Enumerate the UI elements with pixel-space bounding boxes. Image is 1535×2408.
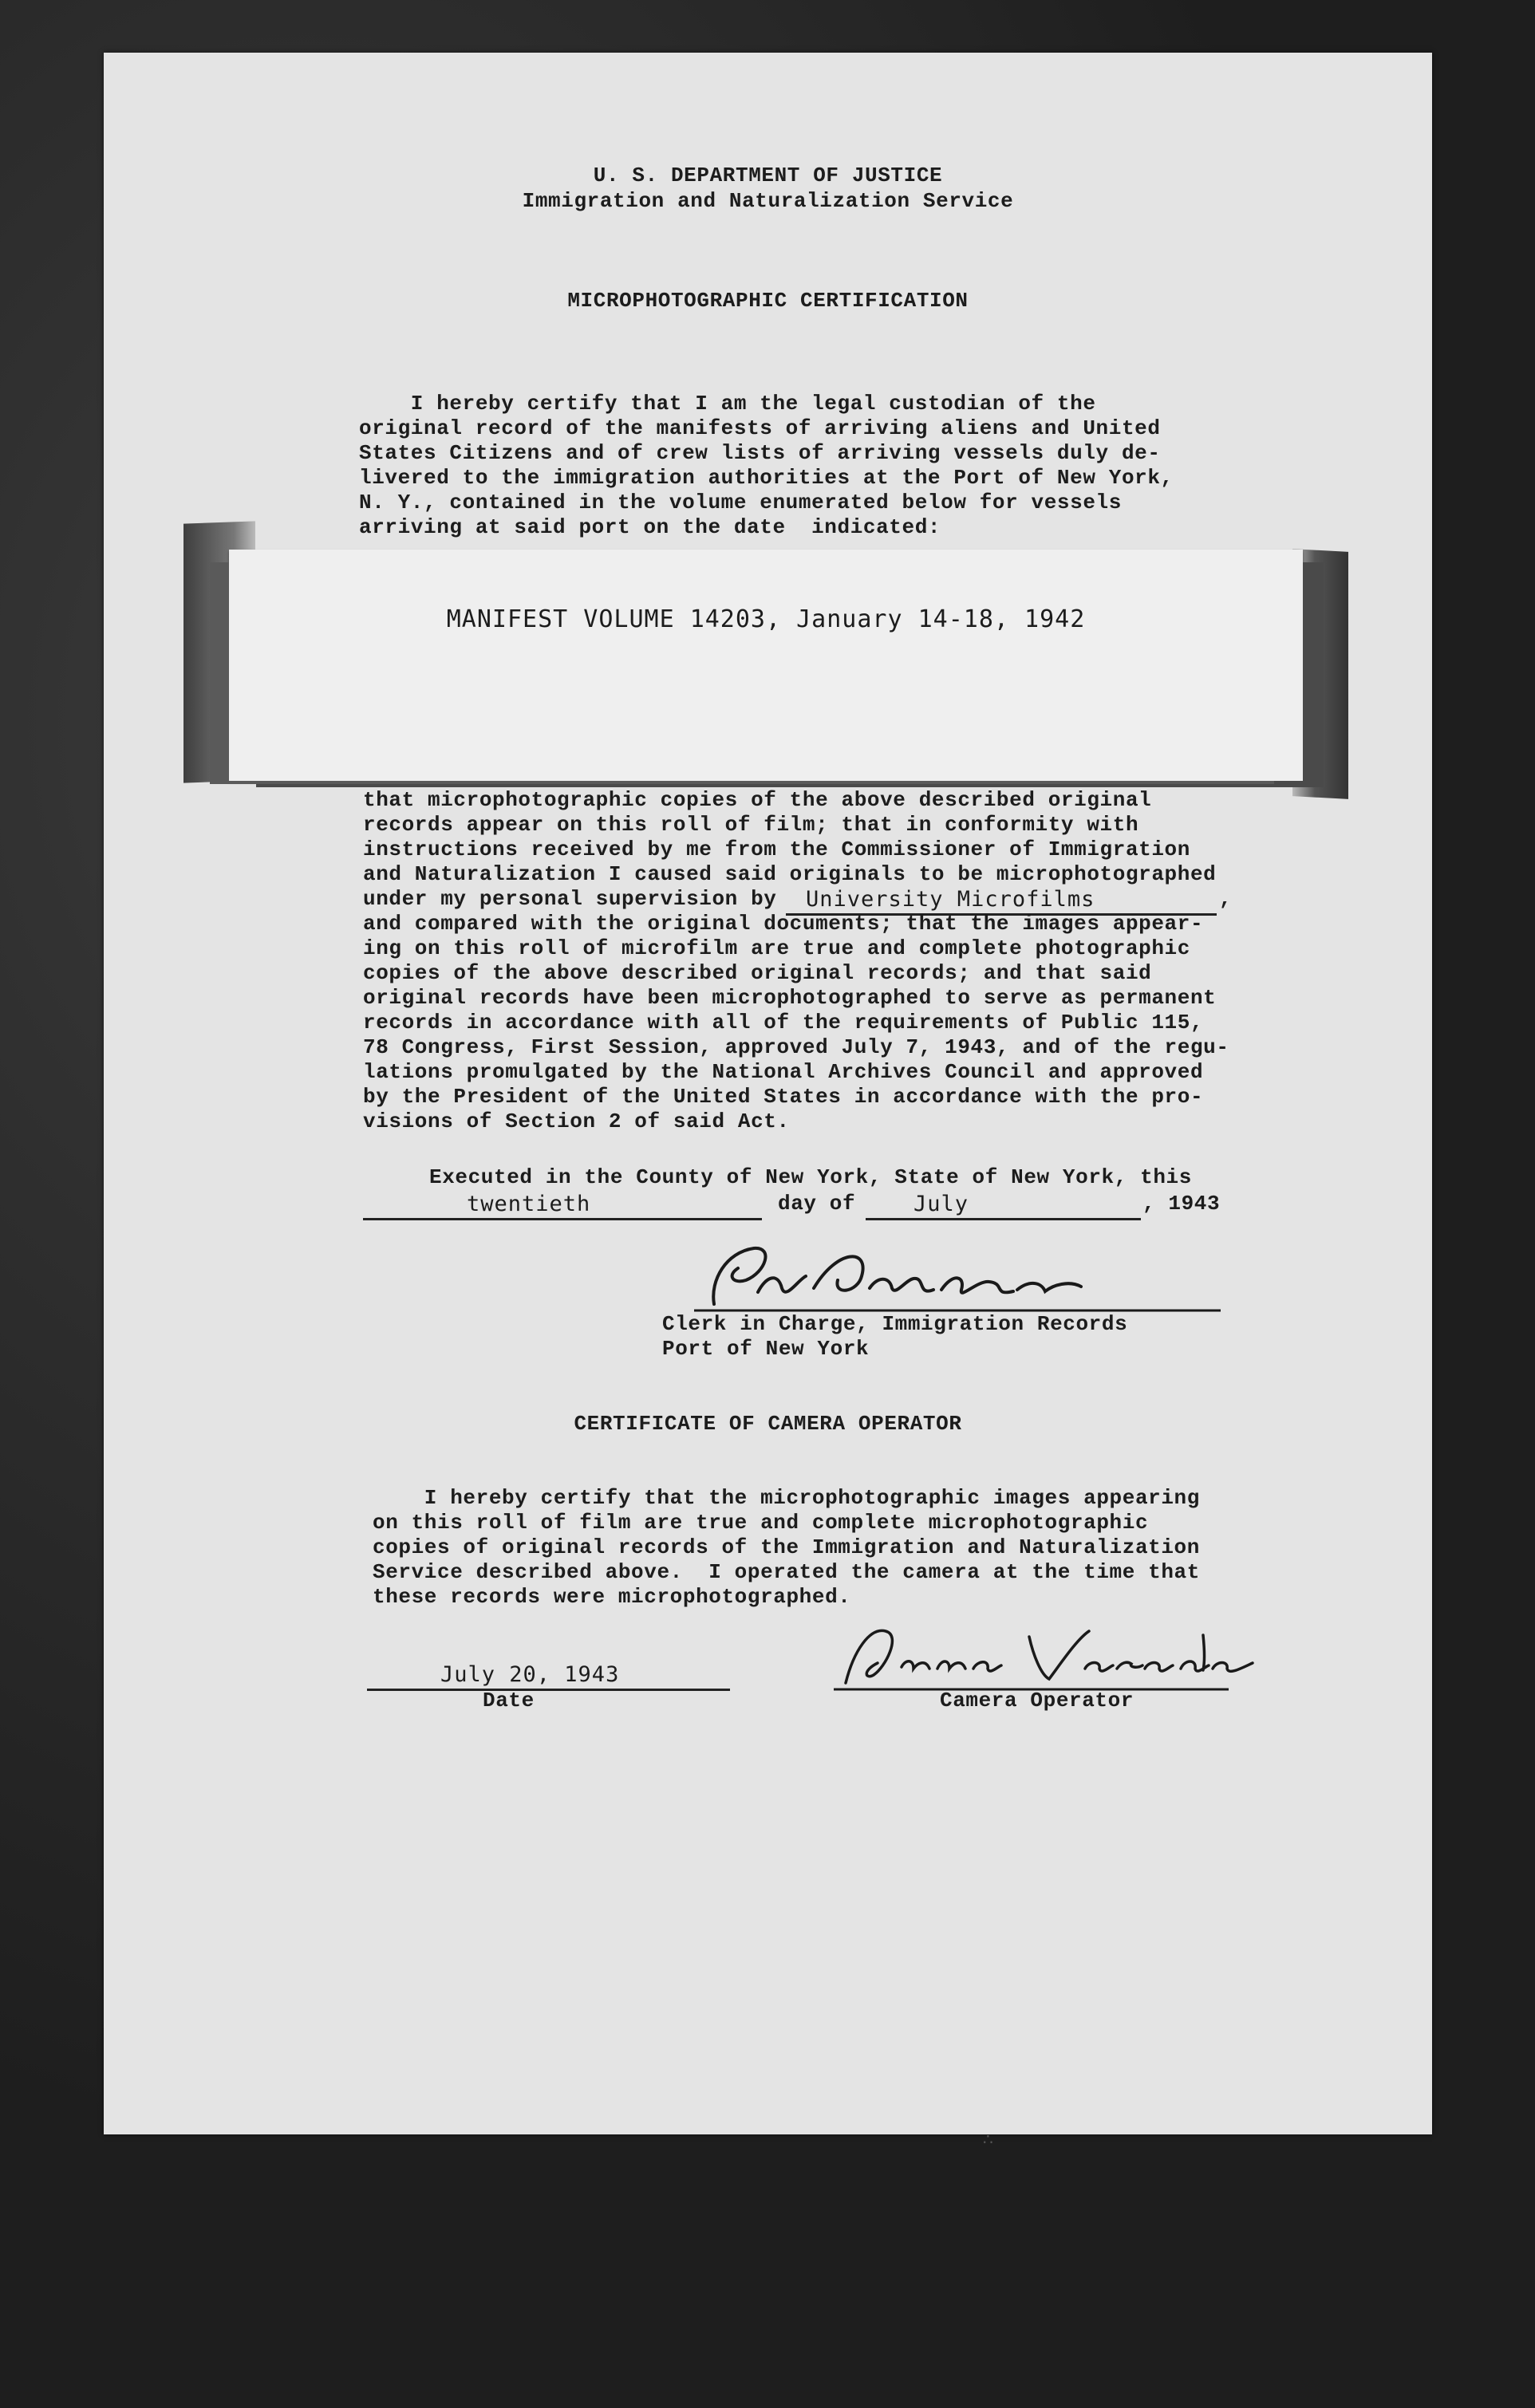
- day-rule: [363, 1218, 762, 1220]
- intro-line: original record of the manifests of arriving aliens and United: [359, 416, 1161, 440]
- intro-line: arriving at said port on the date indicated:: [359, 515, 941, 539]
- intro-line: States Citizens and of crew lists of arriving vessels duly de-: [359, 441, 1161, 465]
- executed-line: Executed in the County of New York, State of New York, this: [429, 1165, 1192, 1189]
- month-rule: [866, 1218, 1141, 1220]
- body-line: under my personal supervision by: [363, 887, 777, 911]
- intro-line: I hereby certify that I am the legal custodian of the: [359, 392, 1096, 416]
- body-line: and Naturalization I caused said originals to be microphotographed: [363, 862, 1217, 886]
- camera-line: copies of original records of the Immigration and Naturalization: [373, 1535, 1200, 1559]
- clerk-signature: [678, 1232, 1229, 1320]
- service-heading: Immigration and Naturalization Service: [522, 189, 1014, 213]
- clerk-title: Clerk in Charge, Immigration Records: [662, 1312, 1128, 1336]
- camera-operator-signature: [830, 1619, 1261, 1699]
- body-line: instructions received by me from the Commissioner of Immigration: [363, 837, 1190, 861]
- volume-label: MANIFEST VOLUME 14203, January 14-18, 1942: [446, 605, 1086, 633]
- camera-line: I hereby certify that the microphotographic images appearing: [373, 1486, 1200, 1510]
- month-fill: July: [914, 1192, 969, 1216]
- body-line: by the President of the United States in accordance with the pro-: [363, 1085, 1204, 1109]
- camera-line: Service described above. I operated the camera at the time that: [373, 1560, 1200, 1584]
- clerk-port: Port of New York: [662, 1337, 870, 1361]
- supervisor-fill: University Microfilms: [806, 887, 1095, 912]
- volume-label-slip: [229, 550, 1303, 781]
- body-line: 78 Congress, First Session, approved July 7, 1943, and of the regu-: [363, 1035, 1229, 1059]
- department-heading: U. S. DEPARTMENT OF JUSTICE: [593, 164, 943, 187]
- body-line: copies of the above described original records; and that said: [363, 961, 1152, 985]
- date-rule: [367, 1689, 730, 1691]
- body-line: that microphotographic copies of the above described original: [363, 788, 1152, 812]
- intro-line: N. Y., contained in the volume enumerated below for vessels: [359, 491, 1122, 514]
- body-line: original records have been microphotographed to serve as permanent: [363, 986, 1217, 1010]
- date-label: Date: [483, 1689, 535, 1712]
- camera-line: on this roll of film are true and complete microphotographic: [373, 1511, 1149, 1535]
- body-line: records appear on this roll of film; that in conformity with: [363, 813, 1139, 837]
- intro-line: livered to the immigration authorities at the Port of New York,: [359, 466, 1174, 490]
- body-line: ing on this roll of microfilm are true and complete photographic: [363, 936, 1190, 960]
- page-title: MICROPHOTOGRAPHIC CERTIFICATION: [567, 289, 969, 313]
- camera-operator-label: Camera Operator: [940, 1689, 1134, 1712]
- film-scratch-mark: ∴: [983, 2130, 993, 2149]
- day-fill: twentieth: [467, 1192, 591, 1216]
- comma: ,: [1219, 887, 1233, 911]
- body-line: records in accordance with all of the requirements of Public 115,: [363, 1011, 1204, 1035]
- camera-line: these records were microphotographed.: [373, 1585, 851, 1609]
- body-line: and compared with the original documents; that the images appear-: [363, 912, 1204, 936]
- body-line: lations promulgated by the National Archives Council and approved: [363, 1060, 1204, 1084]
- date-fill: July 20, 1943: [440, 1662, 620, 1687]
- year-text: , 1943: [1142, 1192, 1221, 1216]
- day-of-label: day of: [778, 1192, 856, 1216]
- body-line: visions of Section 2 of said Act.: [363, 1109, 790, 1133]
- camera-certificate-title: CERTIFICATE OF CAMERA OPERATOR: [574, 1412, 962, 1436]
